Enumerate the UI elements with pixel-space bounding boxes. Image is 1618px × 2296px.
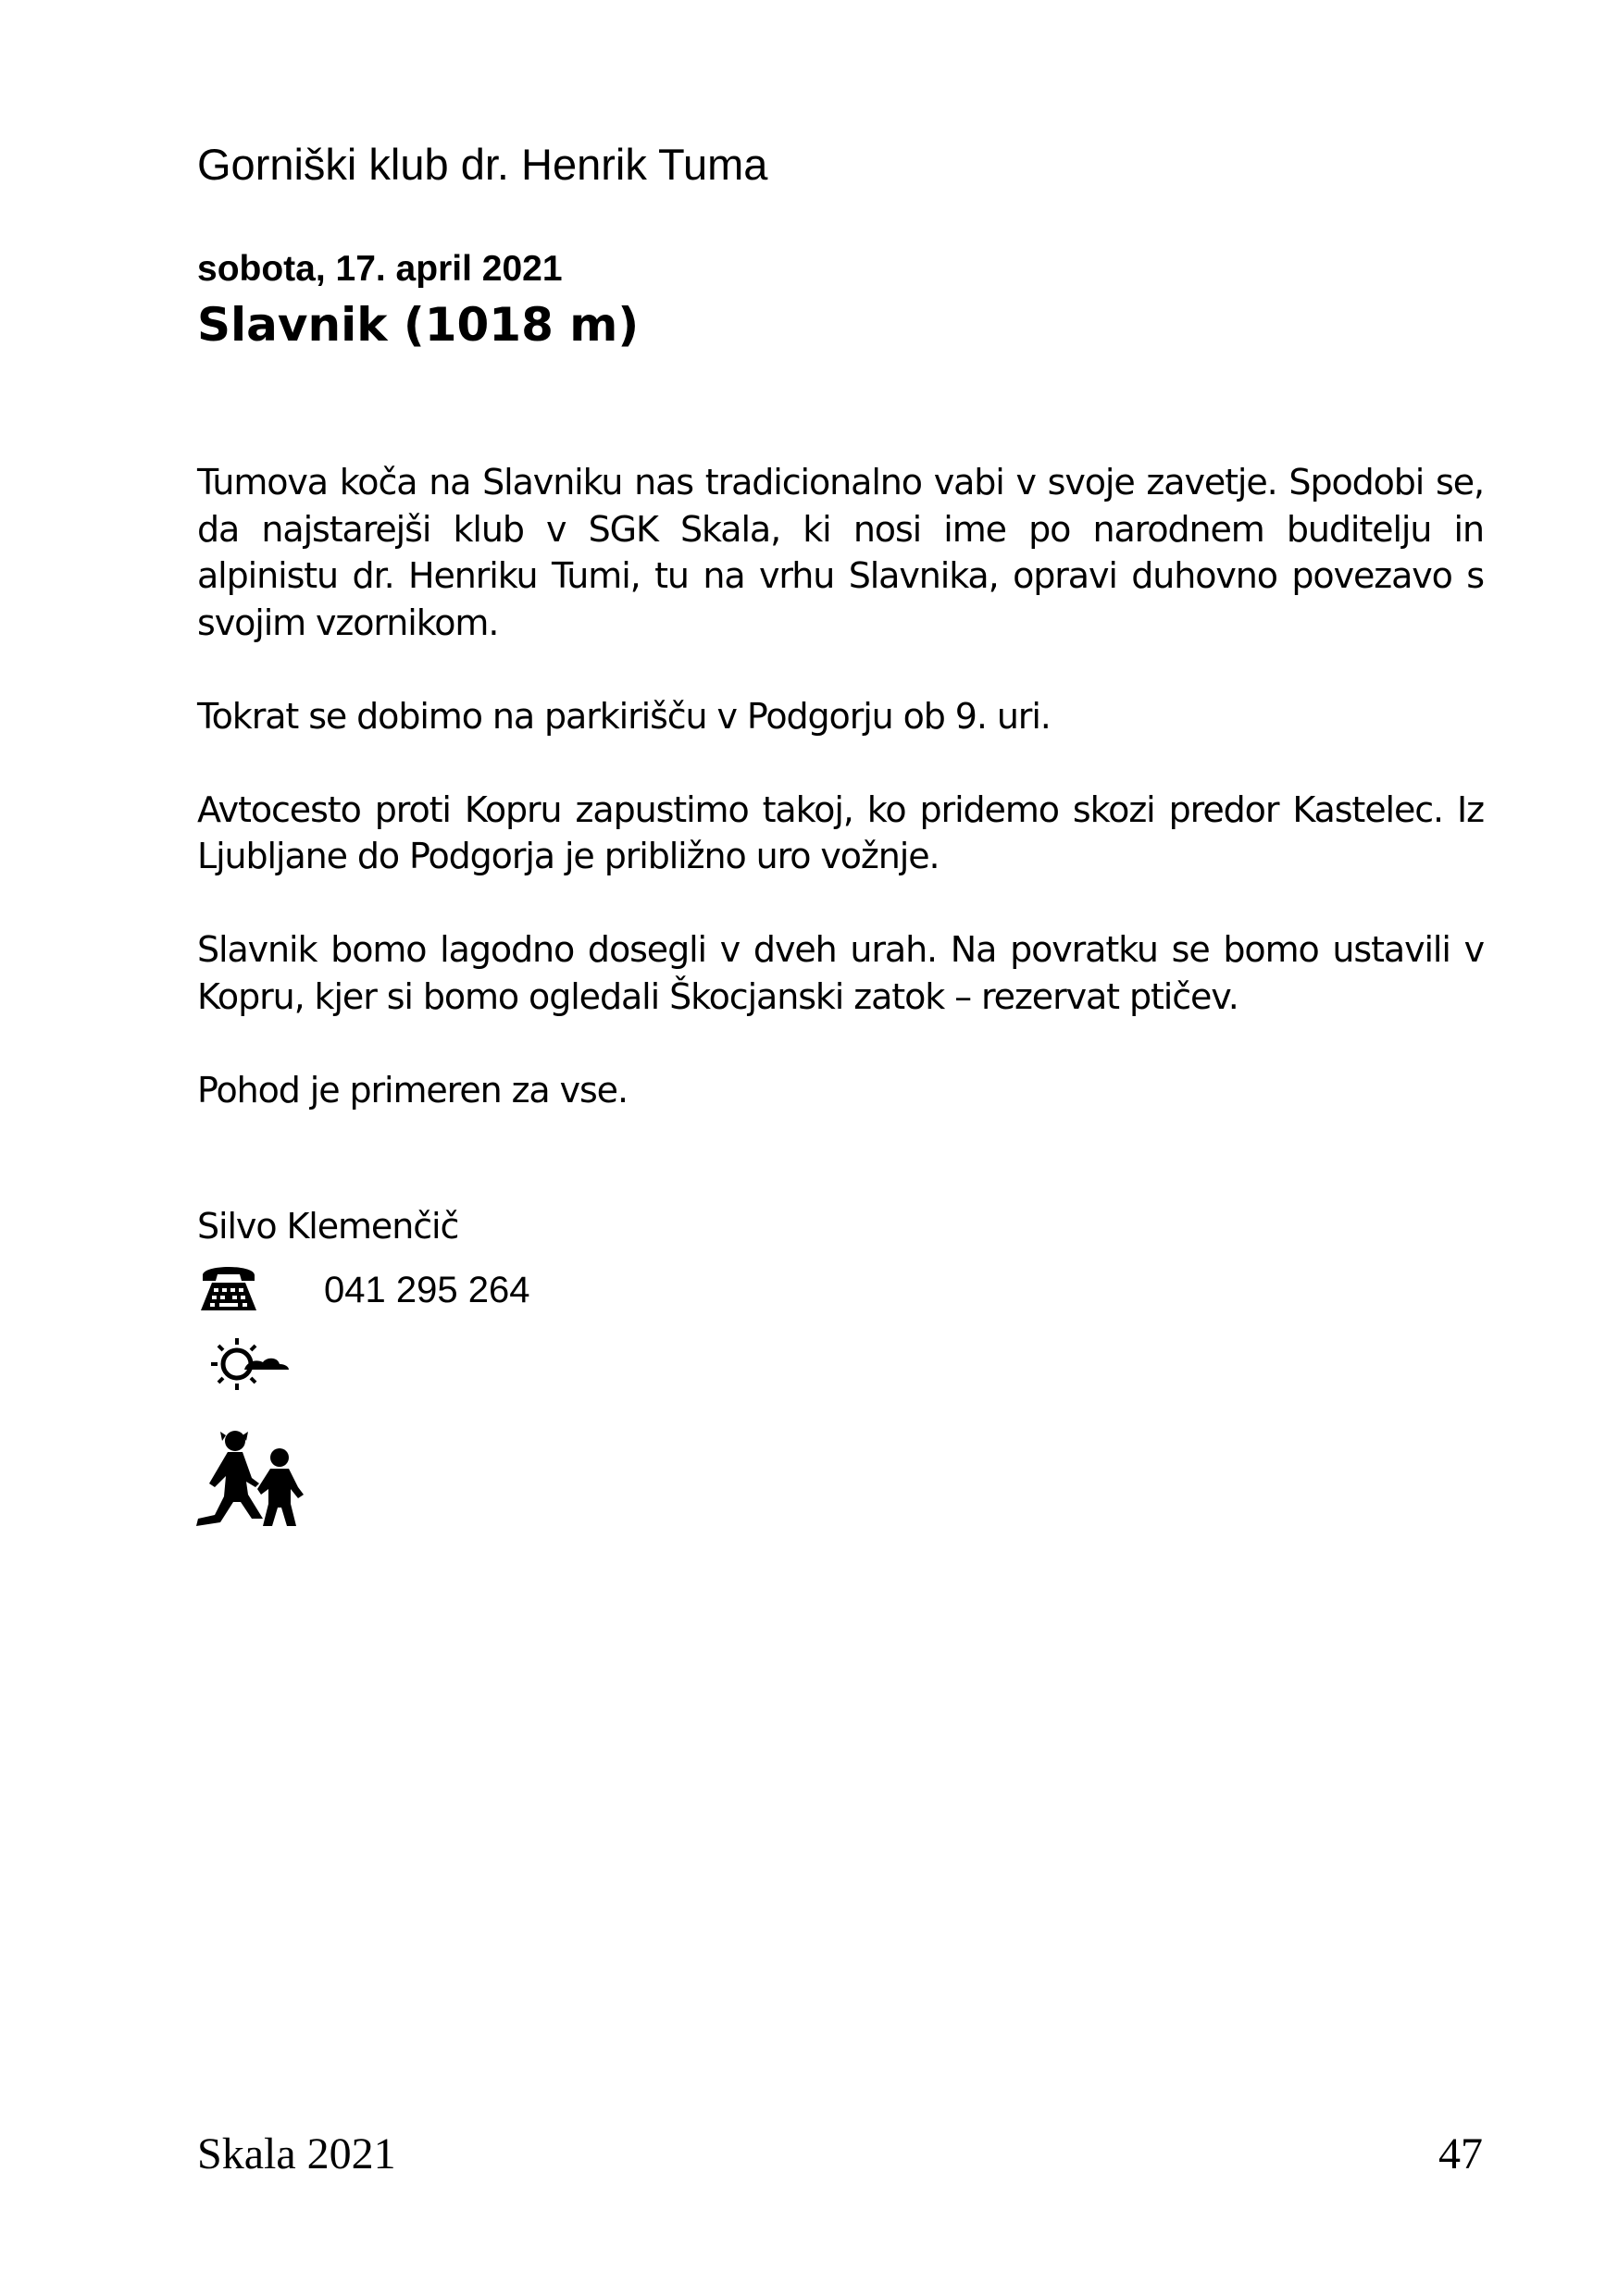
page-number: 47 [1438,2129,1483,2178]
club-name: Gorniški klub dr. Henrik Tuma [197,140,768,189]
event-date: sobota, 17. april 2021 [197,249,563,289]
phone-number: 041 295 264 [324,1270,530,1310]
paragraph-meeting: Tokrat se dobimo na parkirišču v Podgorju ob 9. uri. [197,695,1051,737]
contact-name: Silvo Klemenčič [197,1206,459,1247]
footer-publication: Skala 2021 [197,2129,396,2178]
paragraph-difficulty: Pohod je primeren za vse. [197,1069,628,1111]
sun-cloud-icon [211,1333,291,1394]
paragraph-intro: Tumova koča na Slavniku nas tradicionalno vabi v svoje zavetje. Spodobi se, da najstarejši klub v SGK Skala, ki nosi ime po narodnem buditelju in alpinistu dr. Henriku Tumi, tu na vrhu Slavnika, opravi duhovno povezavo s svojim vzornikom. [197,462,1484,643]
family-hiking-icon [194,1430,315,1532]
event-title: Slavnik (1018 m) [197,298,640,352]
paragraph-route: Slavnik bomo lagodno dosegli v dveh urah. Na povratku se bomo ustavili v Kopru, kjer si bomo ogledali Škocjanski zatok – rezervat ptičev. [197,929,1484,1017]
paragraph-directions: Avtocesto proti Kopru zapustimo takoj, ko pridemo skozi predor Kastelec. Iz Ljubljane do Podgorja je približno uro vožnje. [197,788,1484,876]
event-description [197,459,1484,1160]
telephone-icon [197,1259,260,1314]
